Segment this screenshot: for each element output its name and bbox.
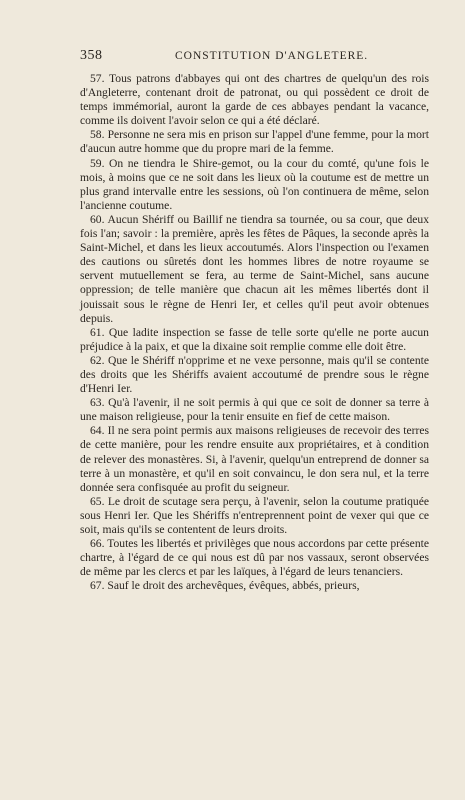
article-67 <box>80 579 429 593</box>
article-text: Sauf le droit des archevêques, évêques, abbés, prieurs, <box>107 579 360 593</box>
running-head <box>80 48 428 68</box>
article-number: 64. <box>90 424 105 438</box>
article-number: 59. <box>90 156 105 170</box>
article-text: Que ladite inspection se fasse de telle sorte qu'elle ne porte aucun préjudice à la paix, et que la dixaine soit remplie comme elle doit être. <box>80 325 429 353</box>
article-text: Il ne sera point permis aux maisons religieuses de recevoir des terres de cette manière, pour les rendre ensuite aux propriétaires, et à condition de relever des monastères. Si, à l'avenir, quelqu'un entreprend de donner sa terre à un monastère, et qu'il en soit convaincu, le don sera nul, et la terre donnée sera confisquée au profit du seigneur. <box>80 424 429 494</box>
article-list <box>80 72 429 593</box>
article-number: 66. <box>90 537 105 551</box>
article-59 <box>80 157 429 213</box>
running-title: CONSTITUTION D'ANGLETERE. <box>175 50 369 62</box>
article-63 <box>80 396 429 424</box>
article-number: 62. <box>90 353 105 367</box>
page-number: 358 <box>80 48 103 63</box>
article-text: Que le Shériff n'opprime et ne vexe personne, mais qu'il se contente des droits que les Shériffs avaient accoutumé de prendre sous le règne d'Henri Ier. <box>80 353 429 396</box>
article-61 <box>80 326 429 354</box>
article-number: 60. <box>90 212 105 226</box>
article-62 <box>80 354 429 396</box>
article-text: Personne ne sera mis en prison sur l'appel d'une femme, pour la mort d'aucun autre homme que du propre mari de la femme. <box>80 128 429 156</box>
article-text: Toutes les libertés et privilèges que nous accordons par cette présente chartre, à l'égard de ce qui nous est dû par nos vassaux, seront observées de même par les clercs et par les laïques, à l'égard de leurs tenanciers. <box>80 537 429 579</box>
article-text: Qu'à l'avenir, il ne soit permis à qui que ce soit de donner sa terre à une maison religieuse, pour la tenir ensuite en fief de cette maison. <box>80 396 430 424</box>
article-number: 57. <box>90 72 105 85</box>
article-58 <box>80 128 429 156</box>
article-text: Tous patrons d'abbayes qui ont des chartres de quelqu'un des rois d'Angleterre, contenant droit de patronat, ou qui possèdent ce droit de temps immémorial, auront la garde de ces abbayes pendant la vacance, comme ils doivent l'avoir selon ce qui a été déclaré. <box>80 72 429 128</box>
article-number: 65. <box>90 494 105 508</box>
article-number: 58. <box>90 128 105 142</box>
article-text: On ne tiendra le Shire-gemot, ou la cour du comté, qu'une fois le mois, à moins que ce ne soit dans les lieux où la coutume est de mettre un plus grand intervalle entre les sessions, où l'on continuera de même, selon l'ancienne coutume. <box>80 156 429 212</box>
article-64 <box>80 424 429 494</box>
article-66 <box>80 537 429 579</box>
article-57 <box>80 72 429 128</box>
article-number: 67. <box>90 579 105 593</box>
article-number: 61. <box>90 325 105 339</box>
article-number: 63. <box>90 396 105 410</box>
article-65 <box>80 495 429 537</box>
article-text: Aucun Shériff ou Baillif ne tiendra sa tournée, ou sa cour, que deux fois l'an; savoir : la première, après les fêtes de Pâques, la seconde après la Saint-Michel, et dans les lieux accoutumés. Alors l'inspection ou l'examen des cautions ou sûretés dont les hommes libres de notre royaume se servent mutuellement se fera, au terme de Saint-Michel, sans aucune oppression; de telle manière que chacun ait les mêmes libertés dont il jouissait sous le règne de Henri Ier, et celles qu'il peut avoir obtenues depuis. <box>80 212 429 325</box>
article-60 <box>80 213 429 326</box>
article-text: Le droit de scutage sera perçu, à l'avenir, selon la coutume pratiquée sous Henri Ier. Que les Shériffs n'entreprennent point de vexer qui que ce soit, mais qu'ils se contentent de leurs droits. <box>80 494 429 536</box>
